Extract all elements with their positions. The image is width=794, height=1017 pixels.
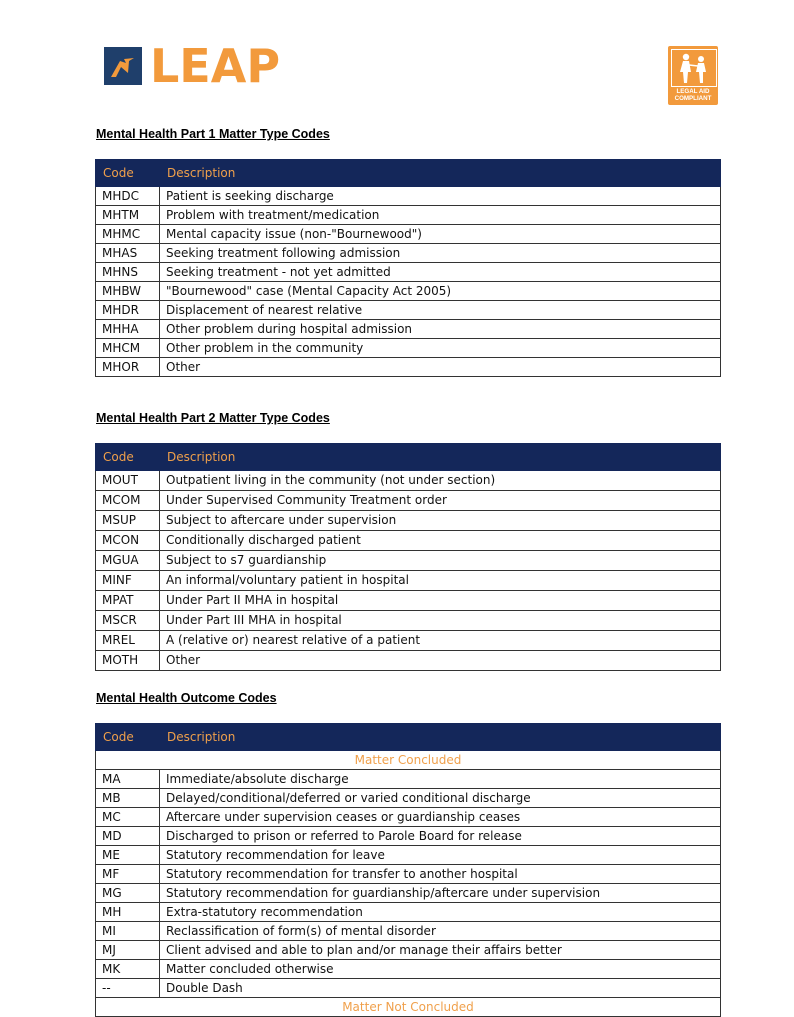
code-cell: MHTM xyxy=(96,206,160,225)
table-row xyxy=(96,301,721,320)
code-cell: -- xyxy=(96,979,160,998)
group-row-concluded xyxy=(96,751,721,770)
table-row xyxy=(96,244,721,263)
section2-table xyxy=(95,443,721,671)
group-label: Matter Not Concluded xyxy=(96,998,721,1017)
table-row xyxy=(96,922,721,941)
description-cell: An informal/voluntary patient in hospital xyxy=(160,571,721,591)
description-cell: Subject to aftercare under supervision xyxy=(160,511,721,531)
table-row xyxy=(96,770,721,789)
table-row xyxy=(96,808,721,827)
code-cell: MINF xyxy=(96,571,160,591)
table-row xyxy=(96,225,721,244)
description-cell: Patient is seeking discharge xyxy=(160,187,721,206)
code-column-header: Code xyxy=(96,160,160,187)
table-row xyxy=(96,358,721,377)
code-cell: MSUP xyxy=(96,511,160,531)
description-cell: Statutory recommendation for leave xyxy=(160,846,721,865)
table-row xyxy=(96,471,721,491)
code-cell: MHDC xyxy=(96,187,160,206)
code-cell: MHAS xyxy=(96,244,160,263)
leap-swoosh-icon xyxy=(104,47,142,85)
code-cell: MOUT xyxy=(96,471,160,491)
description-cell: Outpatient living in the community (not under section) xyxy=(160,471,721,491)
table-row xyxy=(96,320,721,339)
description-column-header: Description xyxy=(160,160,721,187)
description-cell: Other xyxy=(160,651,721,671)
description-cell: Double Dash xyxy=(160,979,721,998)
code-cell: MPAT xyxy=(96,591,160,611)
table-row xyxy=(96,339,721,358)
code-cell: MH xyxy=(96,903,160,922)
section1-table xyxy=(95,159,721,377)
table-row xyxy=(96,903,721,922)
table-row xyxy=(96,591,721,611)
description-cell: Other problem in the community xyxy=(160,339,721,358)
table-row xyxy=(96,491,721,511)
leap-logo-mark xyxy=(104,47,142,85)
description-cell: Seeking treatment - not yet admitted xyxy=(160,263,721,282)
code-cell: MJ xyxy=(96,941,160,960)
table-row xyxy=(96,206,721,225)
table-row xyxy=(96,263,721,282)
table-row xyxy=(96,865,721,884)
code-cell: MHNS xyxy=(96,263,160,282)
description-cell: Immediate/absolute discharge xyxy=(160,770,721,789)
description-cell: Delayed/conditional/deferred or varied conditional discharge xyxy=(160,789,721,808)
description-cell: Statutory recommendation for guardianship/aftercare under supervision xyxy=(160,884,721,903)
table-row xyxy=(96,611,721,631)
code-cell: MHMC xyxy=(96,225,160,244)
badge-frame xyxy=(671,49,717,87)
code-column-header: Code xyxy=(96,724,160,751)
code-cell: MC xyxy=(96,808,160,827)
code-cell: MHDR xyxy=(96,301,160,320)
table-row xyxy=(96,651,721,671)
group-label: Matter Concluded xyxy=(96,751,721,770)
description-cell: Conditionally discharged patient xyxy=(160,531,721,551)
description-cell: Displacement of nearest relative xyxy=(160,301,721,320)
badge-line-2: COMPLIANT xyxy=(674,95,712,102)
badge-line-1: LEGAL AID xyxy=(676,88,710,95)
code-cell: MHBW xyxy=(96,282,160,301)
leap-logo-text: LEAP xyxy=(150,39,281,93)
table-header-row xyxy=(96,724,721,751)
code-cell: MSCR xyxy=(96,611,160,631)
table-row xyxy=(96,511,721,531)
code-cell: MHOR xyxy=(96,358,160,377)
description-cell: Seeking treatment following admission xyxy=(160,244,721,263)
table-row xyxy=(96,979,721,998)
description-cell: Other problem during hospital admission xyxy=(160,320,721,339)
code-cell: MHHA xyxy=(96,320,160,339)
description-cell: Client advised and able to plan and/or manage their affairs better xyxy=(160,941,721,960)
code-cell: MHCM xyxy=(96,339,160,358)
table-header-row xyxy=(96,160,721,187)
people-icon xyxy=(672,50,716,86)
table-row xyxy=(96,960,721,979)
table-row xyxy=(96,531,721,551)
group-row-not-concluded xyxy=(96,998,721,1017)
code-cell: MCON xyxy=(96,531,160,551)
description-cell: Extra-statutory recommendation xyxy=(160,903,721,922)
code-cell: MGUA xyxy=(96,551,160,571)
code-cell: MG xyxy=(96,884,160,903)
code-cell: MB xyxy=(96,789,160,808)
code-cell: ME xyxy=(96,846,160,865)
section1-title: Mental Health Part 1 Matter Type Codes xyxy=(96,127,330,141)
table-row xyxy=(96,551,721,571)
table-row xyxy=(96,187,721,206)
code-column-header: Code xyxy=(96,444,160,471)
table-row xyxy=(96,827,721,846)
code-cell: MD xyxy=(96,827,160,846)
description-cell: Reclassification of form(s) of mental disorder xyxy=(160,922,721,941)
table-header-row xyxy=(96,444,721,471)
table-row xyxy=(96,282,721,301)
description-cell: Mental capacity issue (non-"Bournewood") xyxy=(160,225,721,244)
table-row xyxy=(96,631,721,651)
description-cell: Statutory recommendation for transfer to another hospital xyxy=(160,865,721,884)
table-row xyxy=(96,571,721,591)
description-cell: Discharged to prison or referred to Parole Board for release xyxy=(160,827,721,846)
description-cell: Other xyxy=(160,358,721,377)
description-cell: Under Supervised Community Treatment order xyxy=(160,491,721,511)
description-column-header: Description xyxy=(160,724,721,751)
section3-title: Mental Health Outcome Codes xyxy=(96,691,277,705)
code-cell: MCOM xyxy=(96,491,160,511)
description-column-header: Description xyxy=(160,444,721,471)
code-cell: MF xyxy=(96,865,160,884)
table-row xyxy=(96,846,721,865)
code-cell: MOTH xyxy=(96,651,160,671)
description-cell: Under Part III MHA in hospital xyxy=(160,611,721,631)
code-cell: MI xyxy=(96,922,160,941)
code-cell: MA xyxy=(96,770,160,789)
code-cell: MK xyxy=(96,960,160,979)
description-cell: Matter concluded otherwise xyxy=(160,960,721,979)
legal-aid-compliant-badge xyxy=(668,46,718,105)
description-cell: "Bournewood" case (Mental Capacity Act 2005) xyxy=(160,282,721,301)
table-row xyxy=(96,941,721,960)
description-cell: Subject to s7 guardianship xyxy=(160,551,721,571)
description-cell: Aftercare under supervision ceases or guardianship ceases xyxy=(160,808,721,827)
description-cell: A (relative or) nearest relative of a patient xyxy=(160,631,721,651)
section3-table xyxy=(95,723,721,1017)
table-row xyxy=(96,884,721,903)
section2-title: Mental Health Part 2 Matter Type Codes xyxy=(96,411,330,425)
table-row xyxy=(96,789,721,808)
description-cell: Problem with treatment/medication xyxy=(160,206,721,225)
code-cell: MREL xyxy=(96,631,160,651)
description-cell: Under Part II MHA in hospital xyxy=(160,591,721,611)
